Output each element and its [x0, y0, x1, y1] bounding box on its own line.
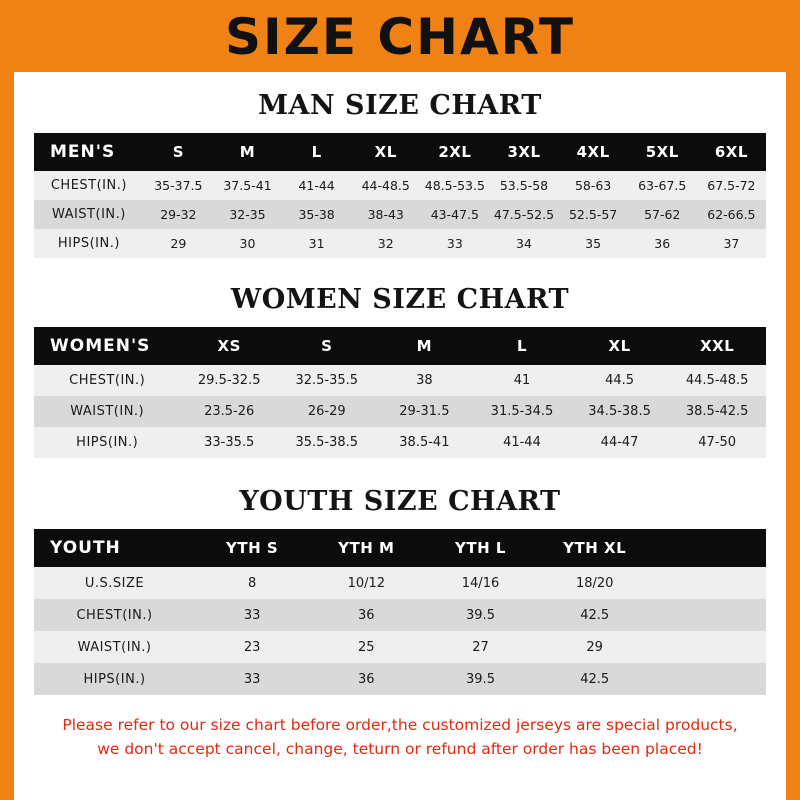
table-cell: 29.5-32.5 [197, 373, 261, 388]
table-cell: 48.5-53.5 [424, 178, 485, 193]
man-header-cell: 4XL [559, 133, 628, 171]
row-label: WAIST(IN.) [51, 207, 126, 222]
youth-header-cell: YTH M [309, 529, 423, 567]
table-cell: 31 [308, 236, 325, 251]
man-header-cell: 6XL [697, 133, 766, 171]
table-cell: 53.5-58 [499, 178, 549, 193]
footnote [34, 713, 766, 761]
man-header-label: MEN'S [34, 133, 144, 171]
table-row [34, 229, 766, 258]
youth-section-title: YOUTH SIZE CHART [239, 486, 561, 517]
table-cell: 32-35 [229, 207, 266, 222]
women-table-body [34, 365, 766, 458]
table-cell: 32.5-35.5 [295, 373, 359, 388]
man-header-cell: 3XL [489, 133, 558, 171]
table-header-row [34, 529, 766, 567]
table-cell: 38.5-41 [399, 435, 450, 450]
table-cell: 23 [243, 639, 261, 655]
table-cell: 32 [377, 236, 394, 251]
table-cell: 38-43 [367, 207, 404, 222]
table-cell: 42.5 [580, 607, 610, 623]
women-header-cell: M [376, 327, 474, 365]
table-cell: 63-67.5 [638, 178, 687, 193]
table-cell: 37 [723, 236, 740, 251]
table-cell: 41 [513, 373, 531, 388]
man-header-cell: 5XL [628, 133, 697, 171]
table-cell: 39.5 [466, 671, 495, 687]
table-cell: 29 [170, 236, 187, 251]
table-header-row [34, 133, 766, 171]
table-row [34, 427, 766, 458]
table-cell: 33 [446, 236, 463, 251]
table-cell: 31.5-34.5 [490, 404, 554, 419]
table-cell: 27 [472, 639, 489, 655]
table-row [34, 200, 766, 229]
table-cell-spacer [652, 567, 766, 599]
table-cell: 33-35.5 [204, 435, 255, 450]
youth-table-head [34, 529, 766, 567]
man-header-cell: 2XL [420, 133, 489, 171]
page-banner [0, 0, 800, 72]
youth-header-cell: YTH S [195, 529, 309, 567]
women-size-table [34, 327, 766, 458]
table-cell: 62-66.5 [707, 207, 756, 222]
table-cell-spacer [652, 663, 766, 695]
table-row [34, 567, 766, 599]
youth-header-cell: YTH L [423, 529, 537, 567]
table-cell: 44-47 [600, 435, 639, 450]
man-table-head [34, 133, 766, 171]
table-cell: 10/12 [347, 575, 386, 591]
table-cell: 67.5-72 [707, 178, 756, 193]
chart-content [14, 90, 786, 761]
table-header-row [34, 327, 766, 365]
women-header-cell: XXL [668, 327, 766, 365]
table-row [34, 396, 766, 427]
row-label: WAIST(IN.) [77, 639, 152, 655]
table-cell: 18/20 [575, 575, 614, 591]
footnote-line-1: Please refer to our size chart before order,the customized jerseys are special products, [62, 716, 738, 734]
table-cell: 58-63 [574, 178, 612, 193]
row-label: U.S.SIZE [84, 575, 145, 591]
youth-header-spacer [652, 529, 766, 567]
table-cell: 37.5-41 [223, 178, 272, 193]
women-section-title: WOMEN SIZE CHART [230, 284, 570, 315]
man-header-cell: M [213, 133, 282, 171]
man-size-table [34, 133, 766, 258]
row-label: HIPS(IN.) [76, 435, 139, 450]
women-header-cell: XS [180, 327, 278, 365]
table-cell: 44-48.5 [361, 178, 410, 193]
man-section-title: MAN SIZE CHART [258, 90, 542, 121]
table-cell: 14/16 [461, 575, 500, 591]
table-cell: 29-31.5 [399, 404, 450, 419]
row-label: HIPS(IN.) [57, 236, 120, 251]
table-cell: 44.5 [605, 373, 635, 388]
women-table-head [34, 327, 766, 365]
youth-table-body [34, 567, 766, 695]
table-row [34, 365, 766, 396]
table-cell: 41-44 [503, 435, 541, 450]
man-header-cell: XL [351, 133, 420, 171]
youth-header-label: YOUTH [34, 529, 195, 567]
table-cell: 35.5-38.5 [295, 435, 359, 450]
table-cell: 29 [586, 639, 603, 655]
table-cell: 35-38 [298, 207, 335, 222]
table-cell: 35-37.5 [154, 178, 203, 193]
table-cell: 29-32 [160, 207, 197, 222]
table-cell-spacer [652, 631, 766, 663]
table-cell: 33 [243, 671, 261, 687]
table-cell: 52.5-57 [568, 207, 618, 222]
page-title: SIZE CHART [224, 8, 576, 66]
table-cell: 43-47.5 [430, 207, 479, 222]
table-cell: 38.5-42.5 [685, 404, 749, 419]
women-header-cell: L [473, 327, 571, 365]
table-cell: 47-50 [698, 435, 737, 450]
table-cell: 30 [239, 236, 256, 251]
table-cell: 36 [358, 607, 375, 623]
man-header-cell: S [144, 133, 213, 171]
table-cell: 39.5 [466, 607, 495, 623]
man-header-cell: L [282, 133, 351, 171]
row-label: CHEST(IN.) [69, 373, 146, 388]
table-cell: 23.5-26 [204, 404, 255, 419]
youth-header-cell: YTH XL [538, 529, 652, 567]
row-label: CHEST(IN.) [50, 178, 127, 193]
row-label: HIPS(IN.) [83, 671, 146, 687]
table-cell: 34 [516, 236, 532, 251]
table-row [34, 631, 766, 663]
table-cell: 44.5-48.5 [685, 373, 749, 388]
man-table-body [34, 171, 766, 258]
table-row [34, 599, 766, 631]
table-cell: 38 [416, 373, 433, 388]
women-header-cell: S [278, 327, 376, 365]
table-cell-spacer [652, 599, 766, 631]
row-label: CHEST(IN.) [76, 607, 153, 623]
table-cell: 25 [358, 639, 375, 655]
women-header-cell: XL [571, 327, 669, 365]
table-cell: 36 [654, 236, 671, 251]
table-cell: 8 [247, 575, 257, 591]
table-cell: 34.5-38.5 [588, 404, 651, 419]
table-cell: 35 [585, 236, 602, 251]
table-cell: 26-29 [307, 404, 346, 419]
table-cell: 42.5 [580, 671, 610, 687]
table-cell: 47.5-52.5 [493, 207, 555, 222]
table-cell: 36 [358, 671, 375, 687]
footnote-line-2: we don't accept cancel, change, teturn or refund after order has been placed! [97, 740, 703, 759]
table-cell: 33 [243, 607, 261, 623]
table-row [34, 171, 766, 200]
youth-size-table [34, 529, 766, 695]
row-label: WAIST(IN.) [70, 404, 145, 419]
table-cell: 41-44 [298, 178, 335, 193]
women-header-label: WOMEN'S [34, 327, 180, 365]
table-row [34, 663, 766, 695]
table-cell: 57-62 [644, 207, 681, 222]
